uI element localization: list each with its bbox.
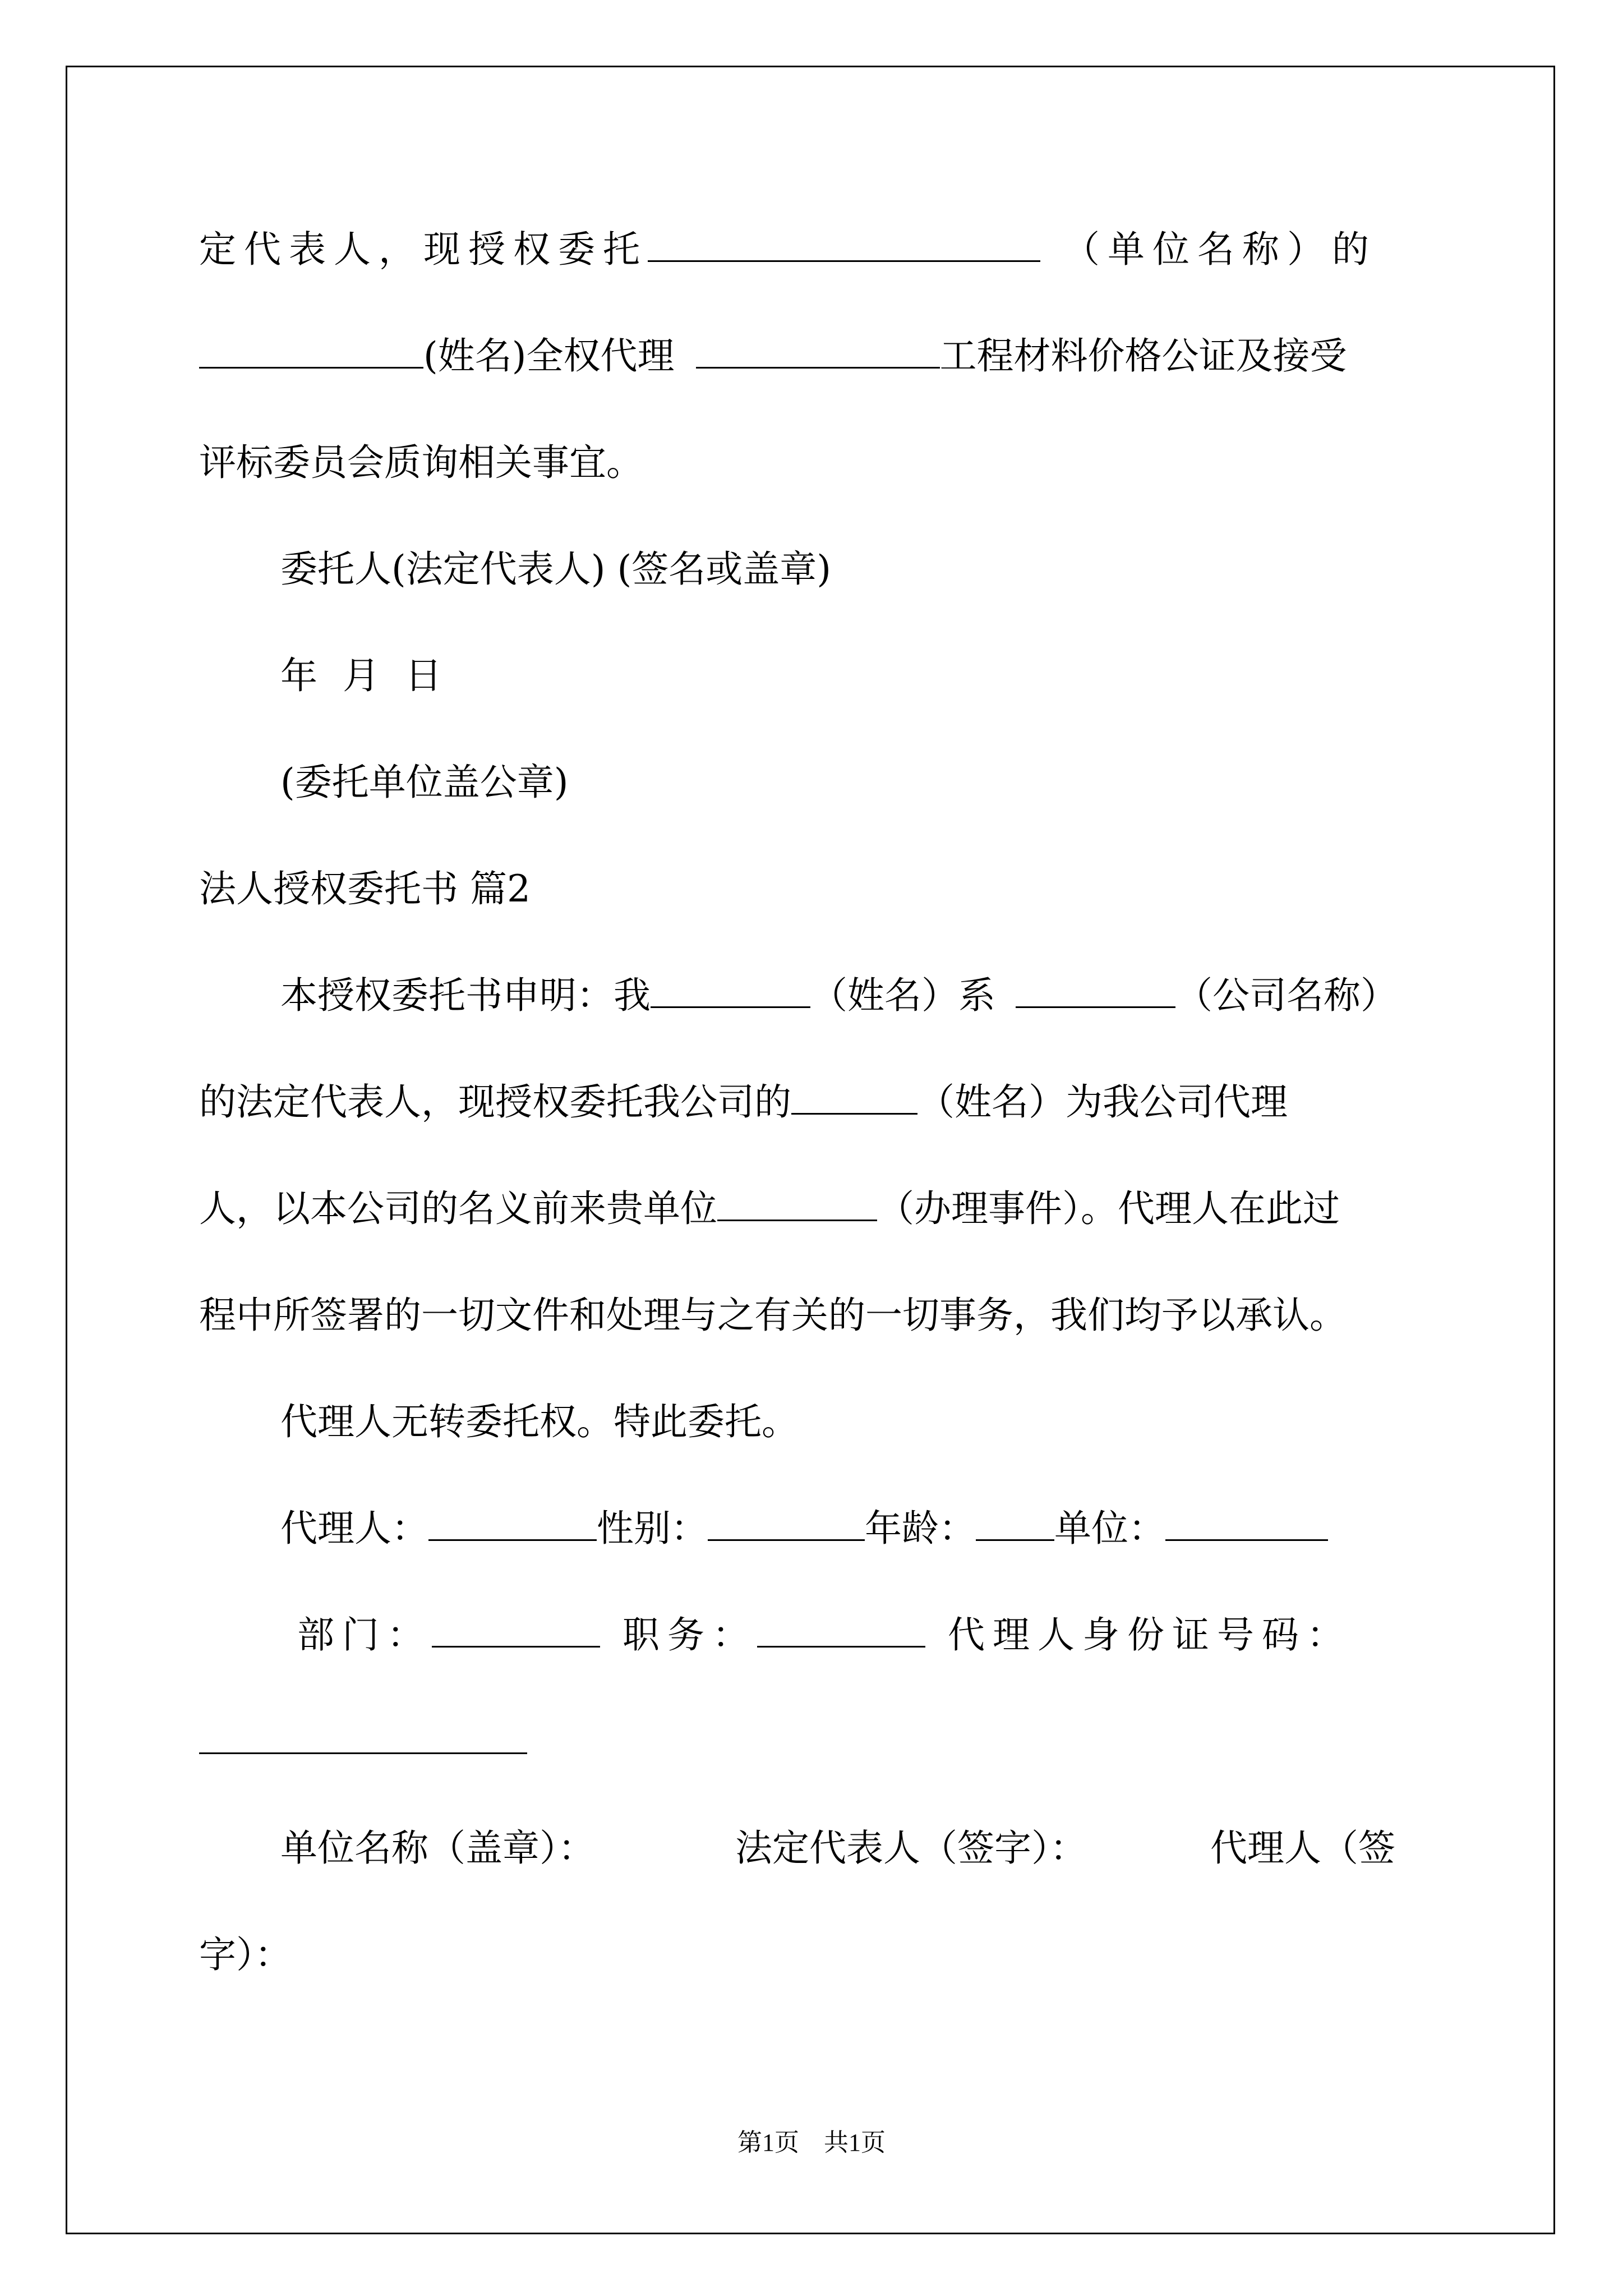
sign-row-continued [199, 1930, 292, 1980]
p1-line2-text-a: (姓名)全权代理 [423, 334, 675, 378]
seal-line-1 [280, 757, 569, 808]
p2-line4 [199, 1290, 1347, 1341]
section-heading-text: 法人授权委托书 篇2 [199, 867, 531, 910]
p2-line3-text-b: （办理事件）。代理人在此过 [877, 1187, 1340, 1230]
id-number-label: 代理人身份证号码： [948, 1613, 1352, 1657]
fields-row-1 [280, 1503, 1328, 1554]
age-field[interactable] [976, 1507, 1054, 1541]
p1-line3 [199, 438, 643, 488]
name-blank[interactable] [199, 334, 423, 369]
seal-line-1-text: (委托单位盖公章) [280, 761, 569, 804]
agent-label: 代理人： [280, 1507, 428, 1550]
p1-line1 [199, 224, 1377, 275]
position-field[interactable] [757, 1613, 925, 1648]
p2-line2 [199, 1077, 1288, 1128]
p2-line1-text-b: （姓名）系 [810, 974, 995, 1017]
id-number-field[interactable] [199, 1720, 527, 1754]
gender-field[interactable] [708, 1507, 865, 1541]
p1-line3-text: 评标委员会质询相关事宜。 [199, 441, 643, 484]
agent-sign-label-continued: 字）： [199, 1933, 292, 1976]
signature-line-1-text: 委托人(法定代表人) (签名或盖章) [280, 547, 831, 591]
unit-name-blank[interactable] [648, 228, 1040, 262]
date-line [280, 651, 442, 701]
p2-line2-text-a: 的法定代表人，现授权委托我公司的 [199, 1080, 791, 1124]
legal-rep-sign-label: 法定代表人（签字）： [735, 1826, 1087, 1870]
p2-line4-text: 程中所签署的一切文件和处理与之有关的一切事务，我们均予以承认。 [199, 1294, 1347, 1337]
p1-line2 [199, 331, 1347, 381]
page-footer [0, 2126, 1623, 2160]
signature-line-1 [280, 544, 831, 595]
p2-line2-text-b: （姓名）为我公司代理 [917, 1080, 1288, 1124]
unit-field[interactable] [1165, 1507, 1328, 1541]
p3-text: 代理人无转委托权。特此委托。 [280, 1400, 799, 1443]
p1-line1-text-a: 定代表人，现授权委托 [199, 228, 648, 271]
agent-field[interactable] [428, 1507, 597, 1541]
date-line-text: 年 月 日 [280, 654, 442, 697]
unit-name-seal-label: 单位名称（盖章）： [280, 1826, 595, 1870]
agent-name-blank[interactable] [791, 1080, 917, 1115]
company-name-blank[interactable] [1016, 974, 1175, 1008]
p2-line1-text-a: 本授权委托书申明：我 [280, 974, 651, 1017]
section-heading [199, 864, 531, 914]
unit-label: 单位： [1054, 1507, 1165, 1550]
project-blank[interactable] [696, 334, 940, 369]
fields-row-2 [297, 1610, 1352, 1660]
p3-line [280, 1397, 799, 1447]
p1-line1-text-b: （单位名称）的 [1063, 228, 1377, 271]
sign-row [280, 1823, 1395, 1874]
gender-label: 性别： [597, 1507, 708, 1550]
matter-blank[interactable] [717, 1187, 877, 1221]
p2-line1-text-c: （公司名称） [1175, 974, 1398, 1017]
p2-line3 [199, 1184, 1340, 1234]
p2-line1 [280, 970, 1398, 1021]
p2-line3-text-a: 人，以本公司的名义前来贵单位 [199, 1187, 717, 1230]
agent-sign-label: 代理人（签 [1210, 1826, 1395, 1870]
age-label: 年龄： [865, 1507, 976, 1550]
position-label: 职务： [623, 1613, 757, 1657]
declarant-name-blank[interactable] [651, 974, 810, 1008]
dept-field[interactable] [432, 1613, 600, 1648]
dept-label: 部门： [297, 1613, 432, 1657]
page-border [66, 66, 1555, 2234]
page-number: 第1页 共1页 [737, 2129, 886, 2156]
p1-line2-text-b: 工程材料价格公证及接受 [939, 334, 1347, 378]
id-number-row [199, 1717, 527, 1767]
